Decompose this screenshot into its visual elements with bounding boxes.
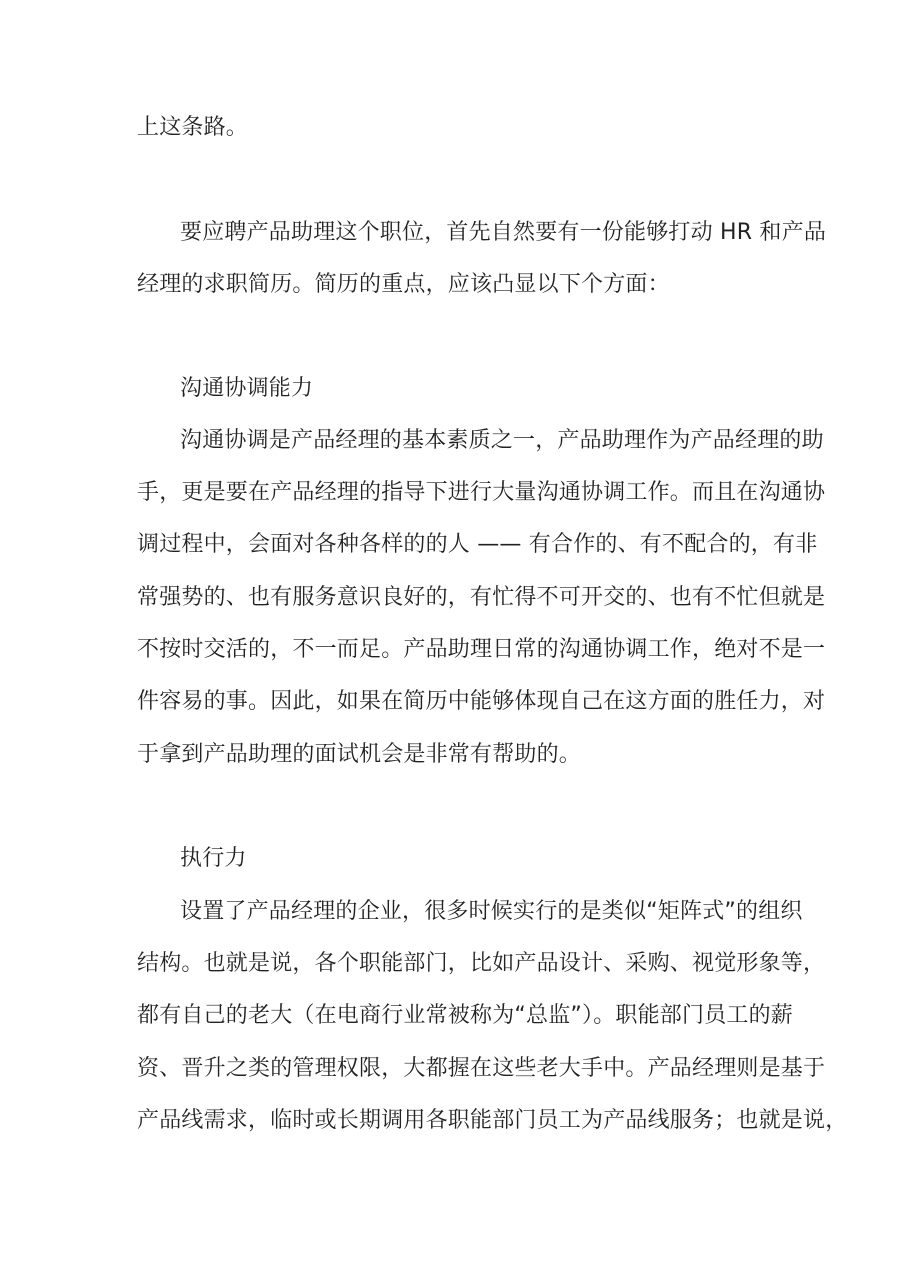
paragraph-line: 手，更是要在产品经理的指导下进行大量沟通协调工作。而且在沟通协 bbox=[137, 480, 826, 505]
section-heading: 执行力 bbox=[180, 846, 247, 871]
paragraph-line: 调过程中，会面对各种各样的的人 —— 有合作的、有不配合的，有非 bbox=[137, 532, 818, 557]
paragraph-line: 于拿到产品助理的面试机会是非常有帮助的。 bbox=[137, 742, 582, 767]
section-heading: 沟通协调能力 bbox=[180, 376, 314, 401]
paragraph-line: 产品线需求，临时或长期调用各职能部门员工为产品线服务；也就是说， bbox=[137, 1108, 848, 1133]
paragraph-line: 要应聘产品助理这个职位，首先自然要有一份能够打动 HR 和产品 bbox=[180, 220, 827, 245]
paragraph-line: 结构。也就是说，各个职能部门，比如产品设计、采购、视觉形象等， bbox=[137, 951, 826, 976]
paragraph-line: 资、晋升之类的管理权限，大都握在这些老大手中。产品经理则是基于 bbox=[137, 1056, 826, 1081]
paragraph-line: 都有自己的老大（在电商行业常被称为“总监”）。职能部门员工的薪 bbox=[137, 1003, 793, 1028]
paragraph-line: 常强势的、也有服务意识良好的，有忙得不可开交的、也有不忙但就是 bbox=[137, 585, 826, 610]
paragraph-line: 沟通协调是产品经理的基本素质之一，产品助理作为产品经理的助 bbox=[180, 428, 824, 453]
paragraph-line: 经理的求职简历。简历的重点，应该凸显以下个方面： bbox=[137, 272, 670, 297]
paragraph-line: 不按时交活的，不一而足。产品助理日常的沟通协调工作，绝对不是一 bbox=[137, 637, 826, 662]
paragraph-line: 件容易的事。因此，如果在简历中能够体现自己在这方面的胜任力，对 bbox=[137, 689, 826, 714]
paragraph-line: 上这条路。 bbox=[137, 115, 249, 140]
paragraph-line: 设置了产品经理的企业，很多时候实行的是类似“矩阵式”的组织 bbox=[180, 899, 803, 924]
